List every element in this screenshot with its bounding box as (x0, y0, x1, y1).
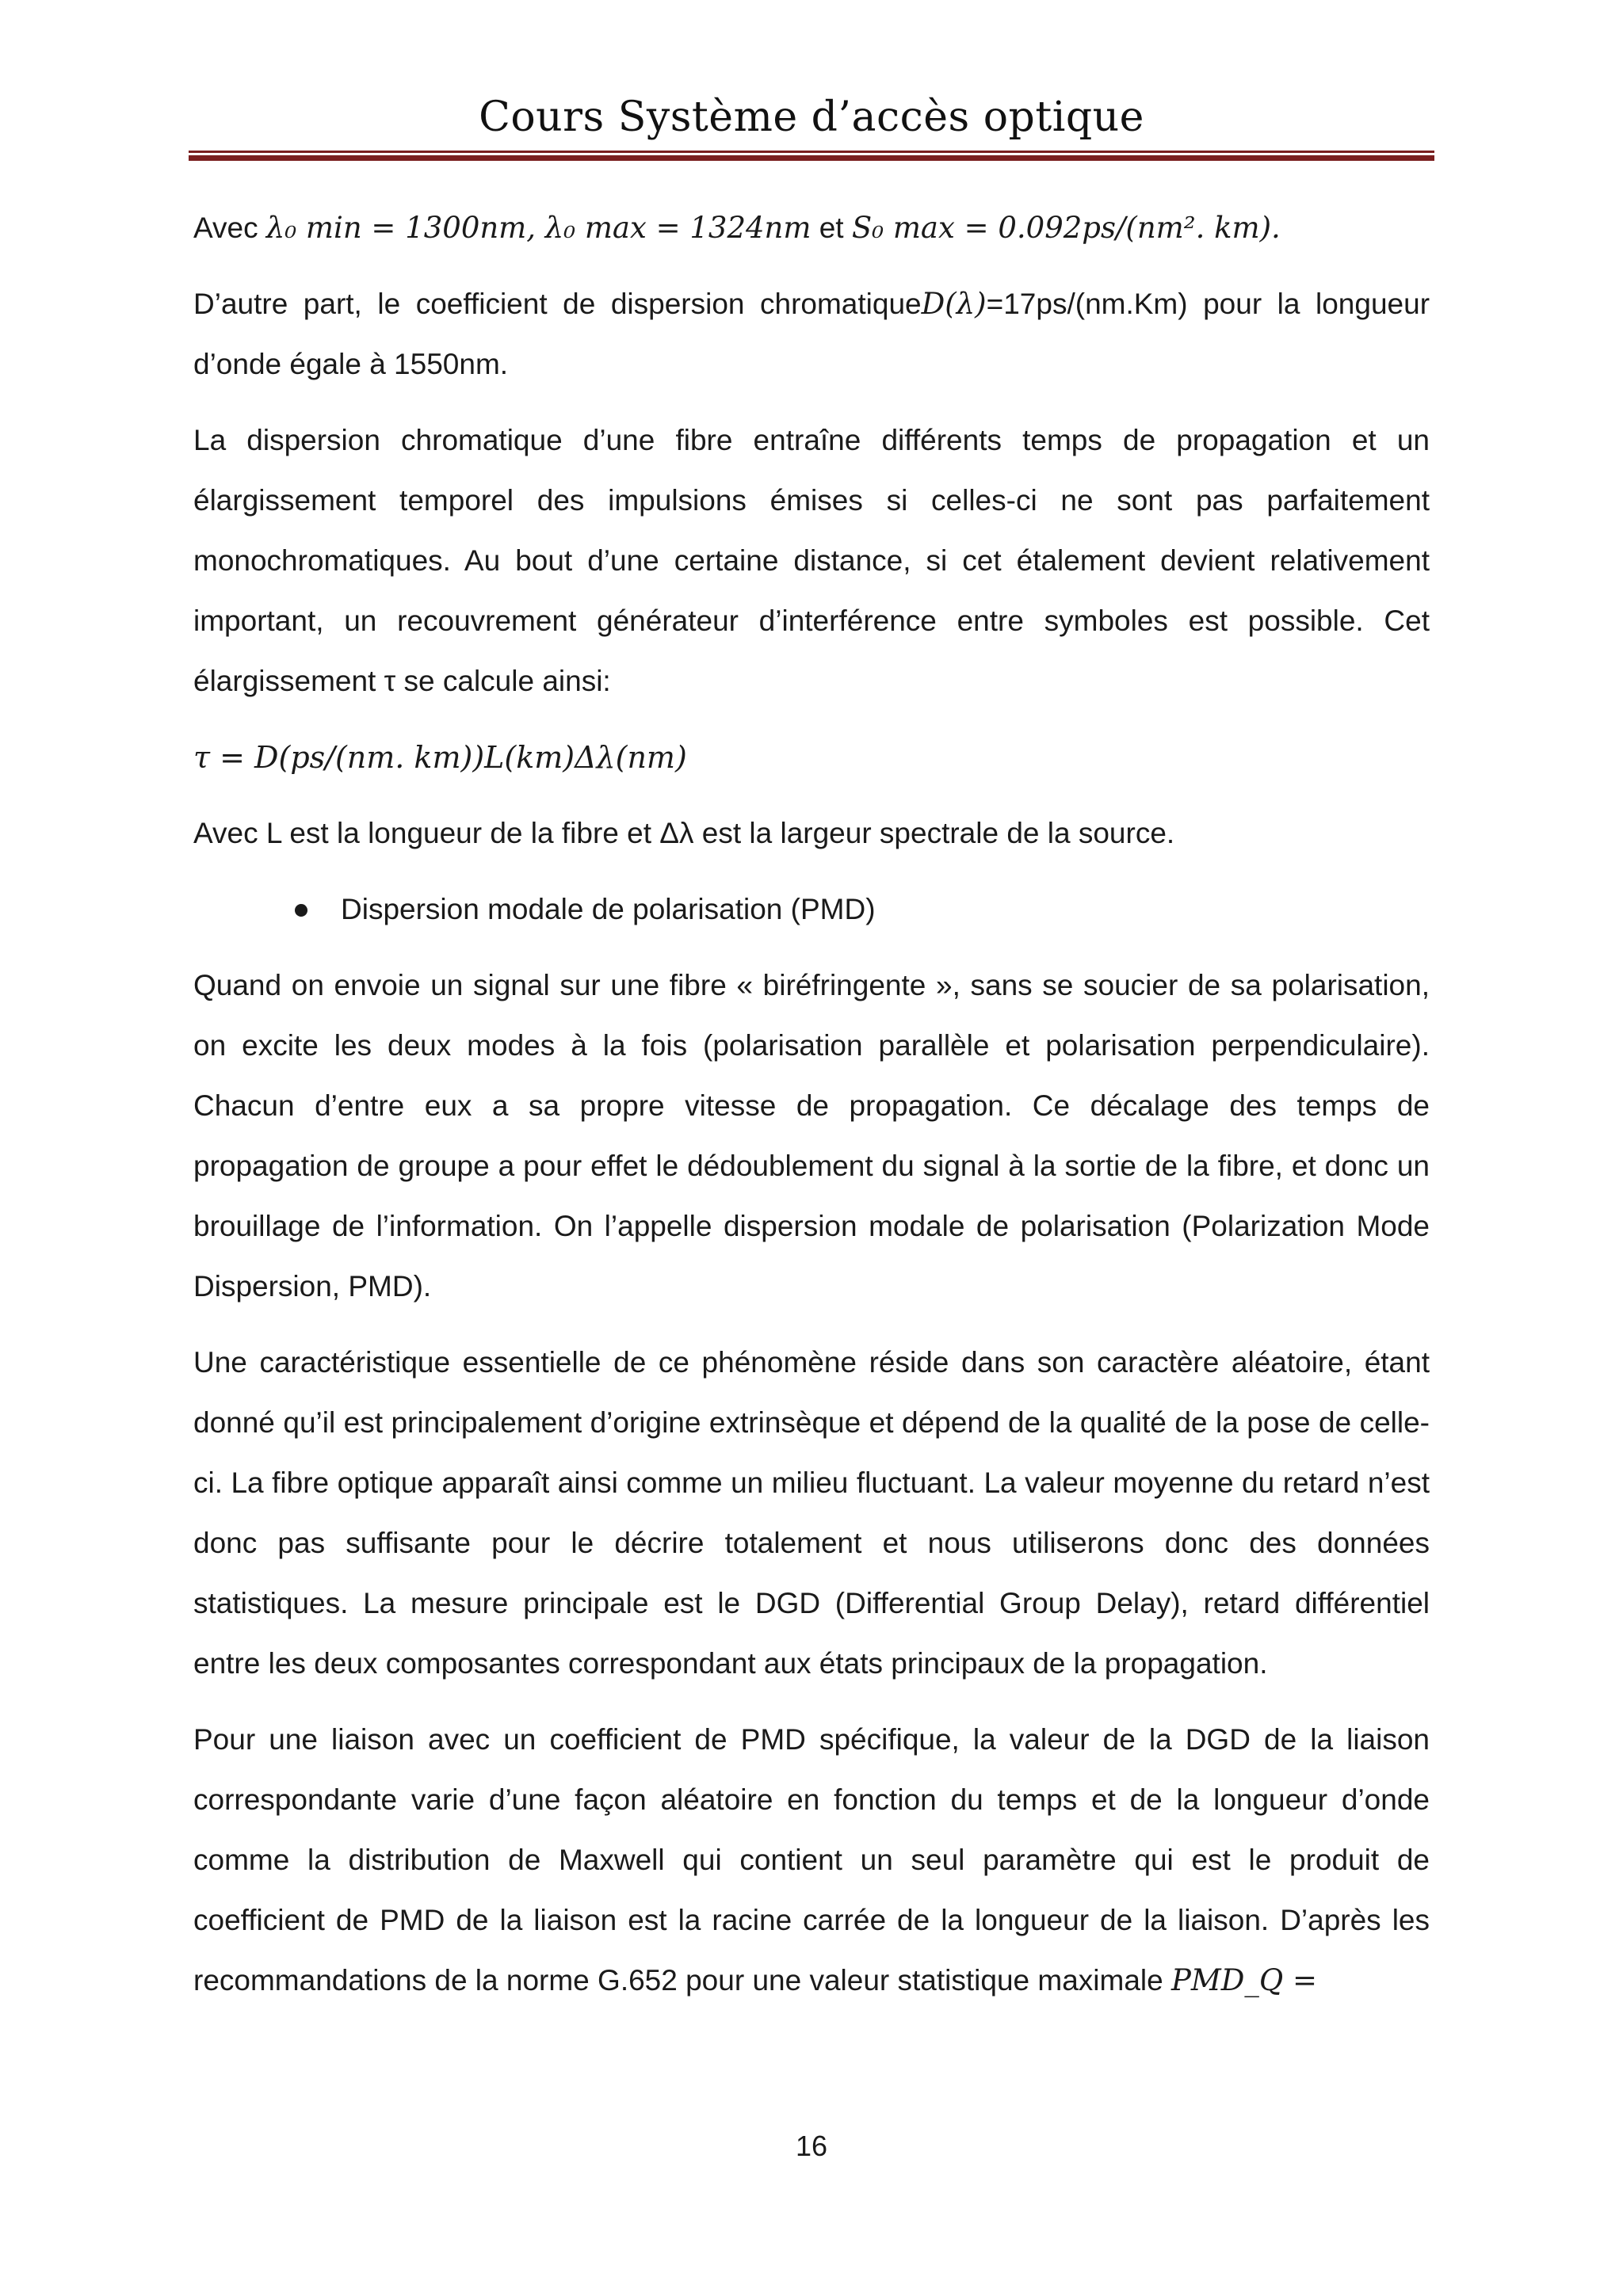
dispersion-coefficient-text-a: D’autre part, le coefficient de dispersion chromatique (193, 288, 922, 320)
broadening-formula-text: τ = D(ps/(nm. km))L(km)Δλ(nm) (193, 740, 687, 775)
bullet-pmd-heading (193, 879, 1430, 940)
pmd-q-symbol: PMD_Q = (1170, 1963, 1318, 1997)
paragraph-pmd-description: Quand on envoie un signal sur une fibre « biréfringente », sans se soucier de sa polarisation, on excite les deux modes à la fois (polarisation parallèle et polarisation perpendiculaire). Chacun d’entre eux a sa propre vitesse de propagation. Ce décalage des temps de propagation de groupe a pour effet le dédoublement du signal à la sortie de la fibre, et donc un brouillage de l’information. On l’appelle dispersion modale de polarisation (Polarization Mode Dispersion, PMD). (193, 969, 1430, 1302)
header-rule-thick (189, 155, 1434, 161)
paragraph-chromatic-dispersion: La dispersion chromatique d’une fibre entraîne différents temps de propagation et un élargissement temporel des impulsions émises si celles-ci ne sont pas parfaitement monochromatiques. Au bout d’une certaine distance, si cet étalement devient relativement important, un recouvrement générateur d’interférence entre symboles est possible. Cet élargissement τ se calcule ainsi: (193, 424, 1430, 697)
document-body (193, 198, 1430, 2027)
parameters-intro: Avec (193, 212, 266, 244)
bullet-dot-icon (295, 904, 307, 917)
parameters-and: et (811, 212, 852, 244)
slope-value: S₀ max = 0.092ps/(nm². km). (851, 211, 1281, 245)
page-header-title: Cours Système d’accès optique (479, 93, 1144, 141)
broadening-formula (193, 727, 1430, 788)
bullet-pmd-label: Dispersion modale de polarisation (PMD) (341, 893, 876, 925)
paragraph-pmd-link (193, 1710, 1430, 2011)
page-number: 16 (795, 2130, 828, 2162)
paragraph-parameters (193, 198, 1430, 258)
dispersion-function: D(λ) (921, 287, 987, 321)
dispersion-coefficient-text-b: =17ps/(nm.Km) pour la longueur d’onde égale à 1550nm. (193, 288, 1430, 380)
header-rule-thin (189, 151, 1434, 153)
lambda-values: λ₀ min = 1300nm, λ₀ max = 1324nm (265, 211, 812, 245)
paragraph-pmd-statistics: Une caractéristique essentielle de ce phénomène réside dans son caractère aléatoire, étant donné qu’il est principalement d’origine extrinsèque et dépend de la qualité de la pose de celle-ci. La fibre optique apparaît ainsi comme un milieu fluctuant. La valeur moyenne du retard n’est donc pas suffisante pour le décrire totalement et nous utiliserons donc des données statistiques. La mesure principale est le DGD (Differential Group Delay), retard différentiel entre les deux composantes correspondant aux états principaux de la propagation. (193, 1346, 1430, 1680)
paragraph-formula-definition: Avec L est la longueur de la fibre et Δλ est la largeur spectrale de la source. (193, 817, 1175, 849)
paragraph-dispersion-coefficient (193, 274, 1430, 395)
pmd-link-text: Pour une liaison avec un coefficient de PMD spécifique, la valeur de la DGD de la liaison correspondante varie d’une façon aléatoire en fonction du temps et de la longueur d’onde comme la distribution de Maxwell qui contient un seul paramètre qui est le produit de coefficient de PMD de la liaison est la racine carrée de la longueur de la liaison. D’après les recommandations de la norme G.652 pour une valeur statistique maximale (193, 1723, 1430, 1997)
